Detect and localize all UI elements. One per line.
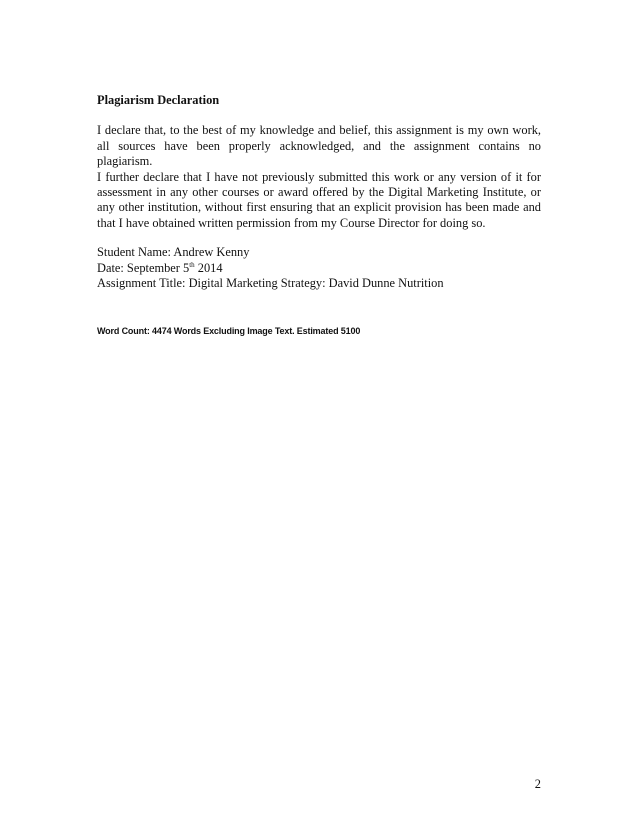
declaration-section xyxy=(97,93,541,291)
declaration-paragraph-own-work: I declare that, to the best of my knowledge and belief, this assignment is my own work, all sources have been properly acknowledged, and the assignment contains no plagiarism. xyxy=(97,123,541,169)
date-prefix: Date: September 5 xyxy=(97,260,190,275)
declaration-title: Plagiarism Declaration xyxy=(97,93,220,107)
spacer xyxy=(97,231,541,245)
word-count: Word Count: 4474 Words Excluding Image Text. Estimated 5100 xyxy=(97,326,361,336)
date-year: 2014 xyxy=(194,260,223,275)
student-name: Student Name: Andrew Kenny xyxy=(97,245,250,260)
date-ordinal-suffix: th xyxy=(189,260,195,269)
page-number: 2 xyxy=(534,777,541,791)
declaration-paragraph-prior-submission: I further declare that I have not previously submitted this work or any version of it for assessment in any other courses or award offered by the Digital Marketing Institute, or any other institution, without first ensuring that an explicit provision has been made and that I have obtained written permission from my Course Director for doing so. xyxy=(97,169,541,230)
submission-date xyxy=(97,261,541,276)
assignment-title: Assignment Title: Digital Marketing Strategy: David Dunne Nutrition xyxy=(97,276,444,291)
